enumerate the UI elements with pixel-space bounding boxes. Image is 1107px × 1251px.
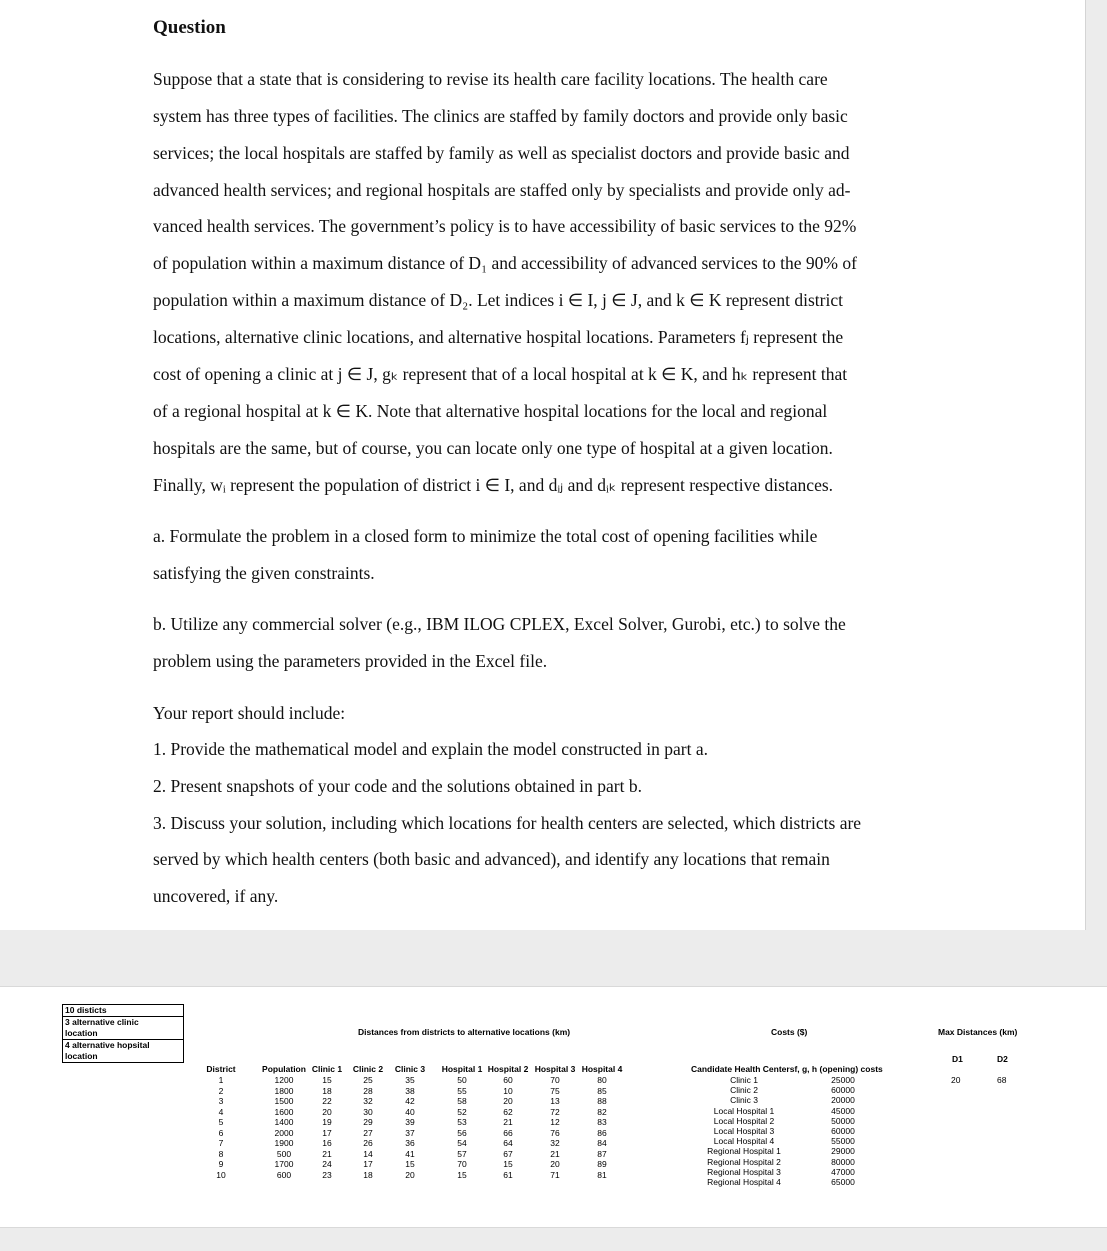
table-cell: 66	[503, 1127, 513, 1138]
costs-header-part: (opening) costs	[819, 1064, 883, 1074]
table-cell: 20	[405, 1169, 415, 1180]
table-cell: 20	[503, 1096, 513, 1106]
table-cell: 22	[322, 1096, 332, 1106]
column-header: Hospital 2	[487, 1064, 529, 1074]
paragraph-line: locations, alternative clinic locations, and alternative hospital locations. Parameters fⱼ represent the	[153, 327, 844, 347]
table-cell: 41	[405, 1148, 415, 1159]
table-cell: 1	[218, 1075, 224, 1085]
paragraph-line: of a regional hospital at k ∈ K. Note that alternative hospital locations for the local and regional	[153, 401, 828, 421]
table-cell: 1900	[274, 1138, 294, 1148]
table-cell: 1800	[274, 1085, 294, 1096]
cost-label: Clinic 2	[730, 1085, 758, 1096]
table-cell: 71	[550, 1169, 560, 1180]
d1-label: D1	[952, 1054, 963, 1064]
column-header: Clinic 1	[311, 1064, 343, 1074]
table-cell: 29	[363, 1117, 373, 1127]
cost-value: 50000	[831, 1115, 855, 1126]
table-cell: 42	[405, 1096, 415, 1106]
table-cell: 84	[597, 1138, 607, 1148]
table-cell: 1500	[274, 1096, 294, 1106]
paragraph-line: advanced health services; and regional hospitals are staffed only by specialists and provide only ad-	[153, 180, 851, 200]
part-b-line: problem using the parameters provided in the Excel file.	[153, 651, 548, 671]
table-cell: 19	[322, 1117, 332, 1127]
cost-label: Clinic 3	[730, 1095, 758, 1106]
table-cell: 82	[597, 1106, 607, 1117]
cost-label: Clinic 1	[730, 1075, 758, 1085]
table-cell: 20	[322, 1106, 332, 1117]
table-cell: 2	[218, 1085, 224, 1096]
cost-value: 55000	[831, 1136, 855, 1147]
table-cell: 5	[218, 1117, 224, 1127]
table-cell: 15	[503, 1159, 513, 1169]
table-cell: 36	[405, 1138, 415, 1148]
table-cell: 27	[363, 1127, 373, 1138]
cost-label: Regional Hospital 1	[707, 1146, 781, 1157]
table-cell: 86	[597, 1127, 607, 1138]
cost-value: 25000	[831, 1075, 855, 1085]
table-cell: 87	[597, 1148, 607, 1159]
table-cell: 21	[550, 1148, 560, 1159]
cost-value: 60000	[831, 1085, 855, 1096]
table-cell: 15	[322, 1075, 332, 1085]
table-cell: 20	[550, 1159, 560, 1169]
table-cell: 10	[216, 1169, 226, 1180]
paragraph-line: Suppose that a state that is considering to revise its health care facility locations. The health care	[153, 69, 828, 89]
table-cell: 23	[322, 1169, 332, 1180]
cost-value: 60000	[831, 1126, 855, 1136]
report-item-3-line: 3. Discuss your solution, including which locations for health centers are selected, which districts are	[153, 813, 862, 833]
info-box-line: 3 alternative clinic	[65, 1017, 139, 1027]
table-cell: 54	[457, 1138, 467, 1148]
cost-value: 80000	[831, 1156, 855, 1167]
costs-title: Costs ($)	[771, 1027, 808, 1037]
distances-title: Distances from districts to alternative locations (km)	[358, 1027, 571, 1037]
table-cell: 80	[597, 1075, 607, 1085]
table-cell: 10	[503, 1085, 513, 1096]
cost-value: 47000	[831, 1166, 855, 1177]
report-item-2: 2. Present snapshots of your code and the solutions obtained in part b.	[153, 776, 642, 796]
costs-header-part: Candidate Health Centersf, g, h	[691, 1064, 818, 1074]
table-cell: 6	[218, 1127, 224, 1138]
table-cell: 61	[503, 1169, 513, 1180]
table-cell: 85	[597, 1085, 607, 1096]
table-cell: 72	[550, 1106, 560, 1117]
table-cell: 62	[503, 1106, 513, 1117]
table-cell: 39	[405, 1117, 415, 1127]
table-cell: 57	[457, 1148, 467, 1159]
table-cell: 12	[550, 1117, 560, 1127]
paragraph-line: of population within a maximum distance of D₁ and accessibility of advanced services to the 90% of	[153, 253, 857, 273]
info-box	[62, 1004, 184, 1063]
table-cell: 18	[363, 1169, 373, 1180]
table-cell: 81	[597, 1169, 607, 1180]
table-cell: 21	[322, 1148, 332, 1159]
table-cell: 67	[503, 1148, 513, 1159]
table-cell: 1700	[274, 1159, 294, 1169]
report-item-1: 1. Provide the mathematical model and explain the model constructed in part a.	[153, 739, 708, 759]
table-cell: 89	[597, 1159, 607, 1169]
max-distances-title: Max Distances (km)	[938, 1027, 1018, 1037]
table-cell: 28	[363, 1085, 373, 1096]
paragraph-line: hospitals are the same, but of course, you can locate only one type of hospital at a given location.	[153, 438, 833, 458]
column-header: Clinic 3	[394, 1064, 426, 1074]
table-cell: 83	[597, 1117, 607, 1127]
table-cell: 3	[218, 1096, 224, 1106]
spreadsheet-snapshot	[0, 986, 1107, 1228]
table-cell: 70	[550, 1075, 560, 1085]
cost-label: Local Hospital 2	[713, 1115, 775, 1126]
d2-label: D2	[997, 1054, 1008, 1064]
table-cell: 26	[363, 1138, 373, 1148]
table-cell: 75	[550, 1085, 560, 1096]
table-cell: 17	[322, 1127, 332, 1138]
table-cell: 600	[276, 1169, 292, 1180]
table-cell: 38	[405, 1085, 415, 1096]
table-cell: 37	[405, 1127, 415, 1138]
table-cell: 15	[405, 1159, 415, 1169]
question-title: Question	[153, 17, 226, 38]
column-header: Hospital 3	[534, 1064, 576, 1074]
table-cell: 35	[405, 1075, 415, 1085]
cost-value: 29000	[831, 1146, 855, 1157]
part-a-line: a. Formulate the problem in a closed form to minimize the total cost of opening facilities while	[153, 526, 818, 546]
cost-label: Regional Hospital 3	[707, 1166, 781, 1177]
paragraph-line: cost of opening a clinic at j ∈ J, gₖ represent that of a local hospital at k ∈ K, and hₖ represent that	[153, 364, 848, 384]
paragraph-line: vanced health services. The government’s policy is to have accessibility of basic services to the 92%	[153, 216, 857, 236]
cost-label: Regional Hospital 2	[707, 1156, 781, 1167]
table-cell: 1400	[274, 1117, 294, 1127]
cost-label: Local Hospital 3	[713, 1126, 775, 1136]
table-cell: 25	[363, 1075, 373, 1085]
d2-value: 68	[997, 1075, 1007, 1085]
cost-label: Regional Hospital 4	[707, 1177, 781, 1187]
table-cell: 8	[218, 1148, 224, 1159]
table-cell: 56	[457, 1127, 467, 1138]
report-item-3-line: served by which health centers (both basic and advanced), and identify any locations that remain	[153, 849, 830, 869]
table-cell: 1200	[274, 1075, 294, 1085]
table-cell: 60	[503, 1075, 513, 1085]
table-cell: 14	[363, 1148, 373, 1159]
d1-value: 20	[951, 1075, 961, 1085]
column-header: Hospital 4	[581, 1064, 623, 1074]
table-cell: 64	[503, 1138, 513, 1148]
paragraph-line: system has three types of facilities. The clinics are staffed by family doctors and provide only basic	[153, 106, 848, 126]
report-item-3-line: uncovered, if any.	[153, 886, 279, 906]
cost-value: 20000	[831, 1095, 855, 1106]
table-cell: 18	[322, 1085, 332, 1096]
column-header: Clinic 2	[352, 1064, 384, 1074]
table-cell: 7	[218, 1138, 224, 1148]
info-box-line: 10 disticts	[63, 1005, 183, 1017]
table-cell: 24	[322, 1159, 332, 1169]
table-cell: 21	[503, 1117, 513, 1127]
cost-label: Local Hospital 1	[713, 1105, 775, 1116]
table-cell: 500	[276, 1148, 292, 1159]
cost-value: 65000	[831, 1177, 855, 1187]
info-box-line: location	[63, 1028, 183, 1040]
paragraph-line: Finally, wᵢ represent the population of district i ∈ I, and dᵢⱼ and dᵢₖ represent respective distances.	[153, 475, 834, 495]
table-cell: 58	[457, 1096, 467, 1106]
info-box-line: location	[65, 1051, 98, 1061]
table-cell: 32	[550, 1138, 560, 1148]
table-cell: 76	[550, 1127, 560, 1138]
table-cell: 40	[405, 1106, 415, 1117]
table-cell: 32	[363, 1096, 373, 1106]
part-b-line: b. Utilize any commercial solver (e.g., IBM ILOG CPLEX, Excel Solver, Gurobi, etc.) to solve the	[153, 614, 846, 634]
report-intro: Your report should include:	[153, 703, 346, 723]
cost-label: Local Hospital 4	[713, 1136, 775, 1147]
table-cell: 1600	[274, 1106, 294, 1117]
part-a-line: satisfying the given constraints.	[153, 563, 375, 583]
column-header: Hospital 1	[441, 1064, 483, 1074]
table-cell: 15	[457, 1169, 467, 1180]
paragraph-line: services; the local hospitals are staffed by family as well as specialist doctors and provide basic and	[153, 143, 850, 163]
table-cell: 88	[597, 1096, 607, 1106]
table-cell: 17	[363, 1159, 373, 1169]
table-cell: 2000	[274, 1127, 294, 1138]
table-cell: 4	[218, 1106, 224, 1117]
costs-header	[691, 1064, 883, 1074]
column-header: Population	[262, 1064, 306, 1074]
cost-value: 45000	[831, 1105, 855, 1116]
info-box-line: 4 alternative hopsital	[65, 1040, 150, 1050]
table-cell: 16	[322, 1138, 332, 1148]
table-cell: 30	[363, 1106, 373, 1117]
column-header: District	[206, 1064, 236, 1074]
table-cell: 55	[457, 1085, 467, 1096]
table-cell: 52	[457, 1106, 467, 1117]
paragraph-line: population within a maximum distance of D₂. Let indices i ∈ I, j ∈ J, and k ∈ K represent district	[153, 290, 843, 310]
table-cell: 13	[550, 1096, 560, 1106]
table-cell: 53	[457, 1117, 467, 1127]
table-cell: 9	[218, 1159, 224, 1169]
table-cell: 70	[457, 1159, 467, 1169]
table-cell: 50	[457, 1075, 467, 1085]
